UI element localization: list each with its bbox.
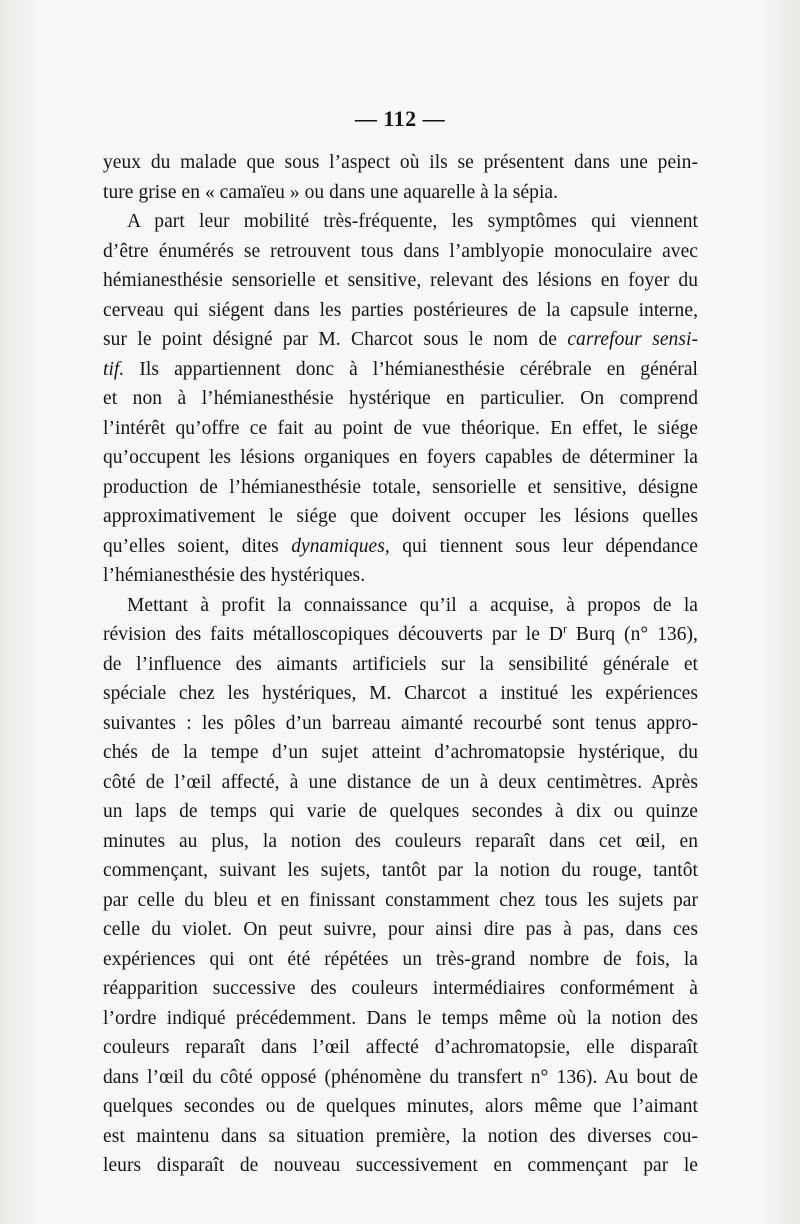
text-line: qu’occupent les lésions organiques en foyers capables de déterminer la bbox=[103, 447, 698, 468]
text-line: chés de la tempe d’un sujet atteint d’achromatopsie hystérique, du bbox=[103, 742, 698, 763]
text-line: approximativement le siége que doivent occuper les lésions quelles bbox=[103, 506, 698, 527]
text-line: sur le point désigné par M. Charcot sous le nom de carrefour sensi- bbox=[103, 329, 698, 350]
text-line: dans l’œil du côté opposé (phénomène du transfert n° 136). Au bout de bbox=[103, 1066, 698, 1088]
text-line: est maintenu dans sa situation première, la notion des diverses cou- bbox=[103, 1125, 698, 1147]
text-line: ture grise en « camaïeu » ou dans une aquarelle à la sépia. bbox=[103, 181, 559, 203]
text-line: d’être énumérés se retrouvent tous dans l’amblyopie monoculaire avec bbox=[103, 240, 698, 262]
text-line: Mettant à profit la connaissance qu’il a acquise, à propos de la bbox=[127, 594, 698, 616]
text-line: couleurs reparaît dans l’œil affecté d’achromatopsie, elle disparaît bbox=[103, 1037, 698, 1058]
text-line: révision des faits métalloscopiques découverts par le $D^r$ Burq (n° 136), bbox=[103, 621, 698, 645]
text-line: côté de l’œil affecté, à une distance de un à deux centimètres. Après bbox=[103, 771, 698, 793]
text-line: l’ordre indiqué précédemment. Dans le temps même où la notion des bbox=[103, 1007, 698, 1029]
text-line: l’hémianesthésie des hystériques. bbox=[103, 565, 366, 586]
text-line: l’intérêt qu’offre ce fait au point de vue théorique. En effet, le siége bbox=[103, 417, 698, 439]
text-line: quelques secondes ou de quelques minutes, alors même que l’aimant bbox=[103, 1096, 698, 1117]
paragraph-3 bbox=[103, 591, 698, 1181]
italic-text: tif. bbox=[103, 358, 125, 380]
text-line: de l’influence des aimants artificiels sur la sensibilité générale et bbox=[103, 653, 698, 675]
text-line: yeux du malade que sous l’aspect où ils se présentent dans une pein- bbox=[103, 152, 698, 173]
text-line: leurs disparaît de nouveau successivement en commençant par le bbox=[103, 1155, 698, 1176]
body-text bbox=[103, 148, 698, 1181]
text-line: réapparition successive des couleurs intermédiaires conformément à bbox=[103, 978, 698, 999]
text-line: minutes au plus, la notion des couleurs reparaît dans cet œil, en bbox=[103, 830, 698, 852]
text-line: qu’elles soient, dites dynamiques, qui tiennent sous leur dépendance bbox=[103, 535, 698, 557]
italic-text: dynamiques, bbox=[291, 535, 390, 557]
page-number: — 112 — bbox=[354, 106, 446, 131]
text-line: tif. Ils appartiennent donc à l’hémianesthésie cérébrale en général bbox=[103, 358, 698, 380]
text-line: un laps de temps qui varie de quelques secondes à dix ou quinze bbox=[103, 801, 698, 822]
paragraph-1 bbox=[103, 148, 698, 207]
paragraph-2 bbox=[103, 207, 698, 591]
text-line: hémianesthésie sensorielle et sensitive, relevant des lésions en foyer du bbox=[103, 270, 698, 291]
text-line: cerveau qui siégent dans les parties postérieures de la capsule interne, bbox=[103, 299, 698, 321]
text-line: A part leur mobilité très-fréquente, les symptômes qui viennent bbox=[127, 211, 698, 232]
text-line: spéciale chez les hystériques, M. Charcot a institué les expériences bbox=[103, 683, 698, 704]
text-line: commençant, suivant les sujets, tantôt par la notion du rouge, tantôt bbox=[103, 860, 698, 881]
italic-text: carrefour sensi- bbox=[567, 329, 698, 350]
text-line: expériences qui ont été répétées un très-grand nombre de fois, la bbox=[103, 948, 698, 970]
superscript-r: r bbox=[562, 621, 568, 636]
text-line: production de l’hémianesthésie totale, sensorielle et sensitive, désigne bbox=[103, 476, 698, 498]
text-line: suivantes : les pôles d’un barreau aimanté recourbé sont tenus appro- bbox=[103, 712, 698, 734]
text-line: et non à l’hémianesthésie hystérique en particulier. On comprend bbox=[103, 388, 698, 409]
text-line: celle du violet. On peut suivre, pour ainsi dire pas à pas, dans ces bbox=[103, 919, 698, 940]
text-line: par celle du bleu et en finissant constamment chez tous les sujets par bbox=[103, 889, 698, 911]
